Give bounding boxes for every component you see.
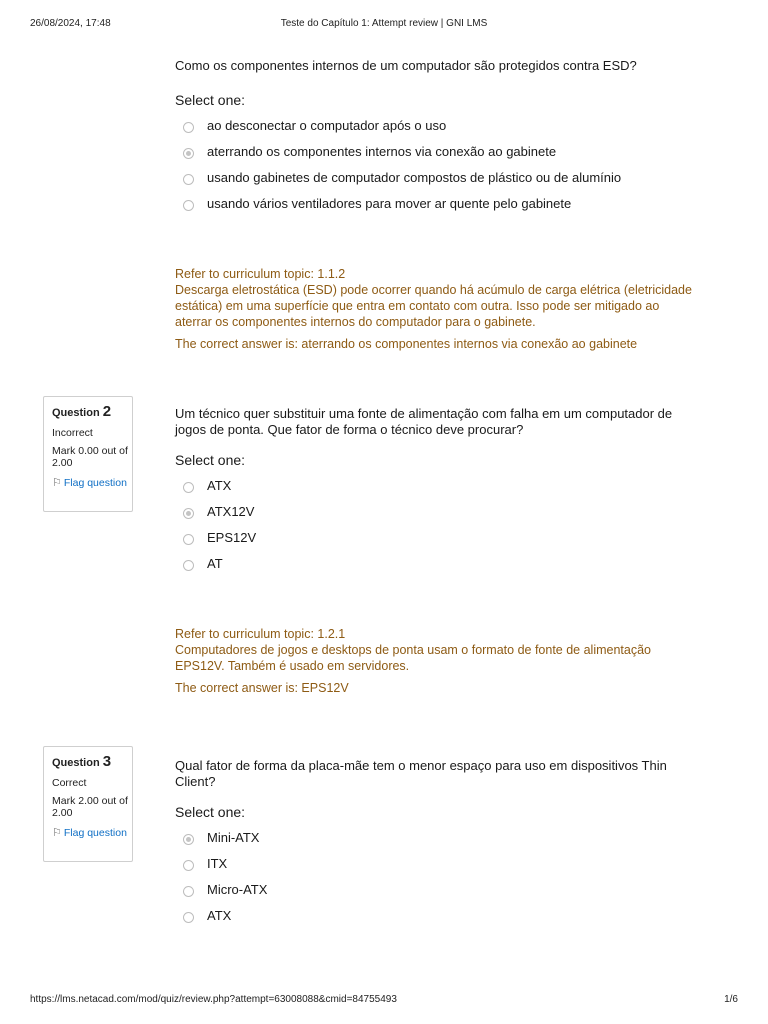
answer-list: [175, 478, 695, 582]
correct-answer: The correct answer is: aterrando os componentes internos via conexão ao gabinete: [175, 337, 638, 351]
answer-option[interactable]: [175, 478, 695, 504]
radio-button[interactable]: [183, 122, 194, 133]
answer-label: usando vários ventiladores para mover ar quente pelo gabinete: [207, 196, 572, 211]
select-one-prompt: Select one:: [175, 92, 246, 108]
answer-option[interactable]: [175, 170, 695, 196]
correct-answer: The correct answer is: EPS12V: [175, 681, 349, 695]
answer-label: usando gabinetes de computador compostos de plástico ou de alumínio: [207, 170, 622, 185]
answer-option[interactable]: [175, 830, 695, 856]
radio-button[interactable]: [183, 860, 194, 871]
question-number: [52, 403, 132, 420]
answer-label: ao desconectar o computador após o uso: [207, 118, 447, 133]
answer-label: ATX: [207, 478, 232, 493]
feedback-text: Computadores de jogos e desktops de ponta usam o formato de fonte de alimentação EPS12V. Também é usado em servidores.: [175, 643, 651, 673]
answer-label: Micro-ATX: [207, 882, 268, 897]
question-3-content: [175, 758, 695, 934]
question-text: Como os componentes internos de um computador são protegidos contra ESD?: [175, 58, 637, 73]
select-one-prompt: Select one:: [175, 804, 246, 820]
curriculum-topic: Refer to curriculum topic: 1.1.2: [175, 267, 346, 281]
radio-button-selected[interactable]: [183, 508, 194, 519]
question-text: Qual fator de forma da placa-mãe tem o menor espaço para uso em dispositivos Thin Client?: [175, 758, 667, 789]
answer-label: aterrando os componentes internos via conexão ao gabinete: [207, 144, 557, 159]
answer-label: ITX: [207, 856, 228, 871]
answer-option[interactable]: [175, 504, 695, 530]
flag-icon: ⚐: [52, 827, 62, 839]
answer-option[interactable]: [175, 530, 695, 556]
print-page-title: Teste do Capítulo 1: Attempt review | GNI LMS: [280, 18, 488, 29]
question-label: Question: [52, 407, 100, 419]
print-url: https://lms.netacad.com/mod/quiz/review.php?attempt=63008088&cmid=84755493: [30, 994, 397, 1005]
answer-option[interactable]: [175, 556, 695, 582]
print-header: [0, 18, 768, 34]
radio-button-selected[interactable]: [183, 834, 194, 845]
answer-option[interactable]: [175, 882, 695, 908]
question-2-content: [175, 406, 695, 696]
answer-option[interactable]: [175, 118, 695, 144]
answer-label: ATX12V: [207, 504, 255, 519]
question-number-value: 3: [102, 753, 112, 770]
flag-label: Flag question: [63, 477, 127, 489]
flag-icon: ⚐: [52, 477, 62, 489]
answer-option[interactable]: [175, 144, 695, 170]
feedback: [175, 266, 695, 352]
answer-list: [175, 830, 695, 934]
question-text: Um técnico quer substituir uma fonte de alimentação com falha em um computador de jogos de ponta. Que fator de forma o técnico deve procurar?: [175, 406, 673, 437]
print-page-number: 1/6: [724, 994, 738, 1005]
answer-label: Mini-ATX: [207, 830, 260, 845]
question-1-content: [175, 58, 695, 352]
answer-label: EPS12V: [207, 530, 257, 545]
select-one-prompt: Select one:: [175, 452, 246, 468]
question-info: [43, 746, 133, 862]
flag-question-link[interactable]: [52, 827, 132, 839]
question-grade: Mark 0.00 out of 2.00: [52, 445, 128, 469]
question-state: Incorrect: [52, 427, 93, 439]
question-grade: Mark 2.00 out of 2.00: [52, 795, 128, 819]
feedback-text: Descarga eletrostática (ESD) pode ocorrer quando há acúmulo de carga elétrica (eletricidade estática) em uma superfície que entra em contato com outra. Isso pode ser mitigado ao aterrar os componentes internos do computador para o gabinete.: [175, 283, 692, 329]
question-info: [43, 396, 133, 512]
question-number-value: 2: [102, 403, 112, 420]
radio-button[interactable]: [183, 534, 194, 545]
curriculum-topic: Refer to curriculum topic: 1.2.1: [175, 627, 346, 641]
flag-label: Flag question: [63, 827, 127, 839]
print-datetime: 26/08/2024, 17:48: [30, 18, 111, 29]
question-label: Question: [52, 757, 100, 769]
answer-list: [175, 118, 695, 222]
answer-label: AT: [207, 556, 223, 571]
answer-option[interactable]: [175, 856, 695, 882]
answer-label: ATX: [207, 908, 232, 923]
print-footer: [0, 994, 768, 1010]
answer-option[interactable]: [175, 196, 695, 222]
radio-button[interactable]: [183, 482, 194, 493]
radio-button[interactable]: [183, 560, 194, 571]
answer-option[interactable]: [175, 908, 695, 934]
feedback: [175, 626, 695, 696]
radio-button[interactable]: [183, 886, 194, 897]
radio-button[interactable]: [183, 174, 194, 185]
radio-button-selected[interactable]: [183, 148, 194, 159]
question-number: [52, 753, 132, 770]
flag-question-link[interactable]: [52, 477, 132, 489]
radio-button[interactable]: [183, 912, 194, 923]
question-state: Correct: [52, 777, 87, 789]
radio-button[interactable]: [183, 200, 194, 211]
